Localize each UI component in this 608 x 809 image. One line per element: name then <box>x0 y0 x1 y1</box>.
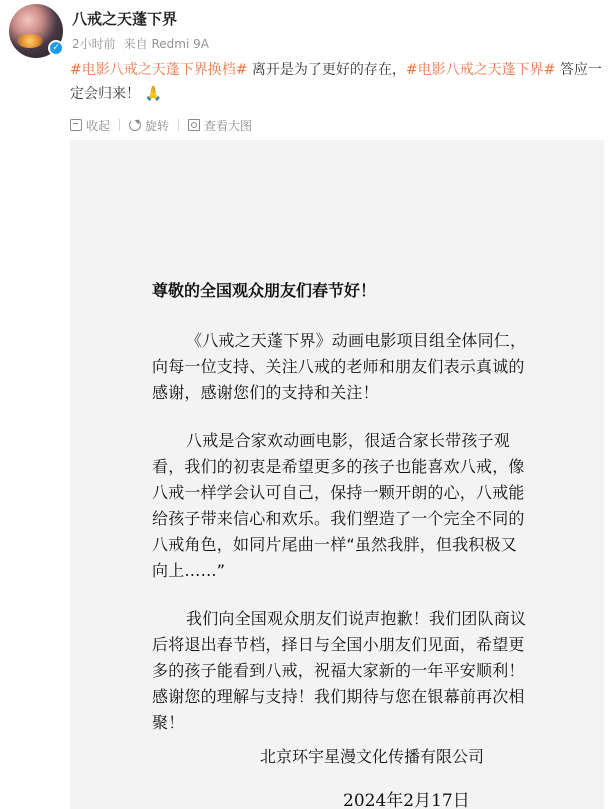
post-source: 来自 Redmi 9A <box>123 37 209 51</box>
post-header <box>0 0 608 108</box>
post-text-segment: 离开是为了更好的存在， <box>247 62 406 78</box>
letter-greeting: 尊敬的全国观众朋友们春节好！ <box>152 281 377 300</box>
letter-paragraph: 《八戒之天蓬下界》动画电影项目组全体同仁，向每一位支持、关注八戒的老师和朋友们表示真诚的感谢，感谢您们的支持和关注！ <box>152 331 527 402</box>
rotate-label: 旋转 <box>145 118 170 133</box>
post-text-segment: 答应一定会归来！ <box>70 62 602 102</box>
username[interactable]: 八戒之天蓬下界 <box>72 10 178 28</box>
rotate-button[interactable] <box>129 117 169 134</box>
collapse-button[interactable] <box>70 117 110 134</box>
toolbar-divider <box>119 119 120 131</box>
pray-emoji-icon: 🙏 <box>144 86 162 102</box>
view-large-icon <box>188 119 200 131</box>
hashtag-link[interactable]: #电影八戒之天蓬下界换档# <box>70 62 248 78</box>
post-time[interactable]: 2小时前 <box>72 37 116 51</box>
letter-paragraph: 八戒是合家欢动画电影，很适合家长带孩子观看，我们的初衷是希望更多的孩子也能喜欢八戒，像八戒一样学会认可自己，保持一颗开朗的心，八戒能给孩子带来信心和欢乐。我们塑造了一个完全不同的八戒角色，如同片尾曲一样“虽然我胖，但我积极又向上……” <box>152 431 525 580</box>
collapse-icon <box>70 119 82 131</box>
letter-body <box>152 278 532 736</box>
post-text <box>70 58 602 106</box>
view-large-label: 查看大图 <box>204 118 253 133</box>
letter-paragraph: 我们向全国观众朋友们说声抱歉！我们团队商议后将退出春节档，择日与全国小朋友们见面，希望更多的孩子能看到八戒，祝福大家新的一年平安顺利！感谢您的理解与支持！我们期待与您在银幕前再次相聚！ <box>152 609 527 732</box>
letter-signature: 北京环宇星漫文化传播有限公司 <box>260 747 485 766</box>
toolbar-divider <box>178 119 179 131</box>
rotate-icon <box>129 119 141 131</box>
collapse-label: 收起 <box>86 118 111 133</box>
post-meta <box>72 35 217 52</box>
letter-image[interactable] <box>70 140 604 809</box>
letter-date: 2024年2月17日 <box>343 791 470 809</box>
verified-badge-icon: ✓ <box>48 40 64 56</box>
avatar-image <box>17 34 43 48</box>
view-large-image-button[interactable] <box>188 117 252 134</box>
image-toolbar <box>70 114 252 136</box>
hashtag-link[interactable]: #电影八戒之天蓬下界# <box>405 62 556 78</box>
